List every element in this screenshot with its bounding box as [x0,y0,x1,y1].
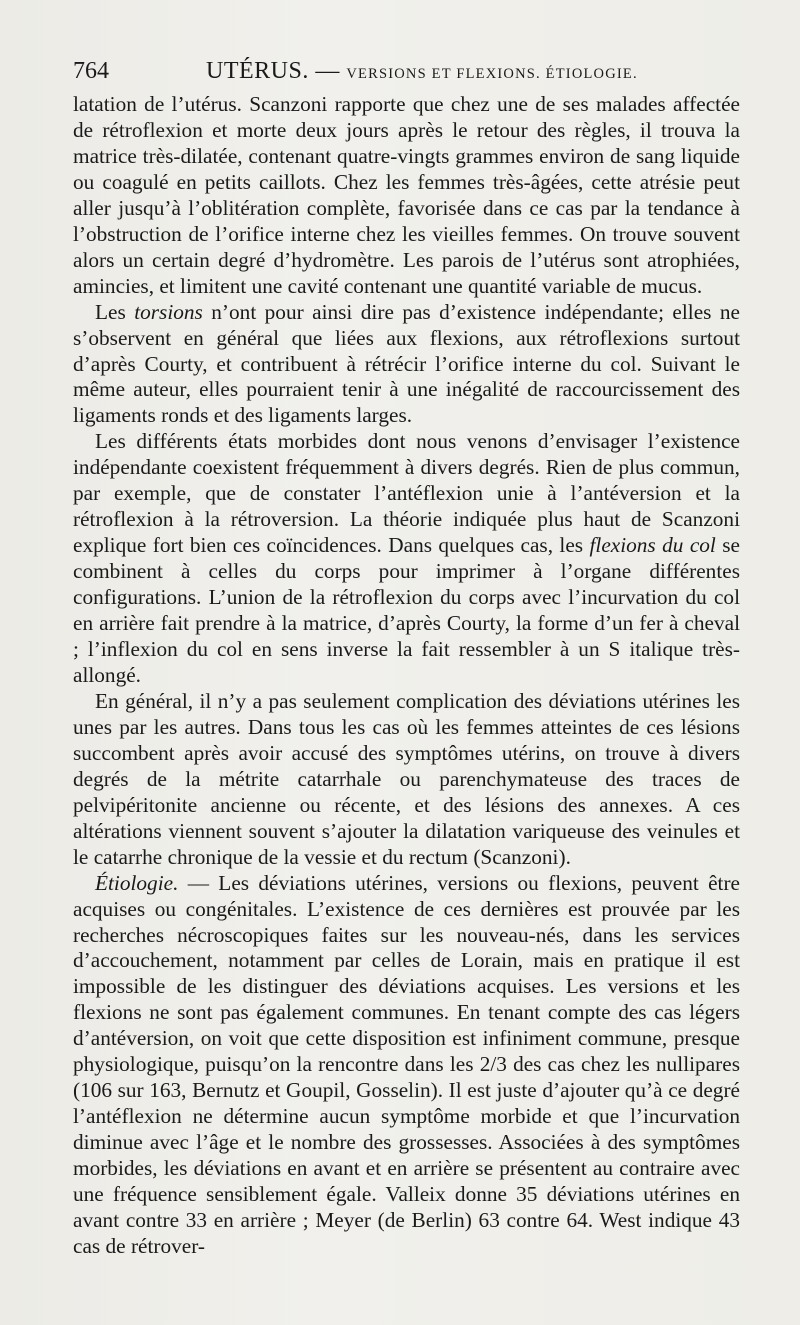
running-title-dash: — [308,58,347,84]
italic-term: Étiologie. [95,870,179,895]
text-run: Les différents états morbides dont nous venons d’envisager l’existence indépendante coexistent fréquemment à divers degrés. Rien de plus commun, par exemple, que de constater l’antéflexion unie à l’antéversion et la rétroflexion à la rétroversion. La théorie indiquée plus haut de Scanzoni explique fort bien ces coïncidences. Dans quelques cas, les [73,429,740,558]
paragraph-5 [73,871,740,1260]
paragraph-4 [73,689,740,871]
paragraph-1 [73,92,740,300]
italic-term: flexions du col [589,533,716,558]
page-body-text [73,92,740,1260]
page-header [73,58,740,84]
italic-term: torsions [134,299,203,324]
text-run: Les [95,299,135,324]
running-title [206,58,638,85]
paragraph-2 [73,300,740,430]
text-run: latation de l’utérus. Scanzoni rapporte que chez une de ses malades affectée de rétroflexion et morte deux jours après le retour des règles, il trouva la matrice très-dilatée, contenant quatre-vingts grammes environ de sang liquide ou coagulé en petits caillots. Chez les femmes très-âgées, cette atrésie peut aller jusqu’à l’oblitération complète, favorisée dans ce cas par la tendance à l’obstruction de l’orifice interne chez les vieilles femmes. On trouve souvent alors un certain degré d’hydromètre. Les parois de l’utérus sont atrophiées, amincies, et limitent une cavité contenant une quantité variable de mucus. [73,92,740,298]
text-run: se combinent à celles du corps pour imprimer à l’organe différentes configurations. L’union de la rétroflexion du corps avec l’incurvation du col en arrière fait prendre à la matrice, d’après Courty, la forme d’un fer à cheval ; l’inflexion du col en sens inverse la fait ressembler à un S italique très-allongé. [73,533,740,687]
running-title-main: UTÉRUS. [206,58,309,84]
text-run: En général, il n’y a pas seulement complication des déviations utérines les unes par les autres. Dans tous les cas où les femmes atteintes de ces lésions succombent après avoir accusé des symptômes utérins, on trouve à divers degrés de la métrite catarrhale ou parenchymateuse des traces de pelvipéritonite ancienne ou récente, et des lésions des annexes. A ces altérations viennent souvent s’ajouter la dilatation variqueuse des veinules et le catarrhe chronique de la vessie et du rectum (Scanzoni). [73,688,740,869]
paragraph-3 [73,429,740,689]
text-run: n’ont pour ainsi dire pas d’existence indépendante; elles ne s’observent en général que liées aux flexions, aux rétroflexions surtout d’après Courty, et contribuent à rétrécir l’orifice interne du col. Suivant le même auteur, elles pourraient tenir à une inégalité de raccourcissement des ligaments ronds et des ligaments larges. [73,299,740,428]
text-run: — Les déviations utérines, versions ou flexions, peuvent être acquises ou congénitales. L’existence de ces dernières est prouvée par les recherches nécroscopiques faites sur les nouveau-nés, dans les services d’accouchement, notamment par celles de Lorain, mais en pratique il est impossible de les distinguer des déviations acquises. Les versions et les flexions ne sont pas également communes. En tenant compte des cas légers d’antéversion, on voit que cette disposition est infiniment commune, presque physiologique, puisqu’on la rencontre dans les 2/3 des cas chez les nullipares (106 sur 163, Bernutz et Goupil, Gosselin). Il est juste d’ajouter qu’à ce degré l’antéflexion ne détermine aucun symptôme morbide et que l’incurvation diminue avec l’âge et le nombre des grossesses. Associées à des symptômes morbides, les déviations en avant et en arrière se présentent au contraire avec une fréquence sensiblement égale. Valleix donne 35 déviations utérines en avant contre 33 en arrière ; Meyer (de Berlin) 63 contre 64. West indique 43 cas de rétrover- [73,870,740,1258]
running-title-section: VERSIONS ET FLEXIONS. ÉTIOLOGIE. [346,66,638,82]
page-number: 764 [73,58,109,84]
